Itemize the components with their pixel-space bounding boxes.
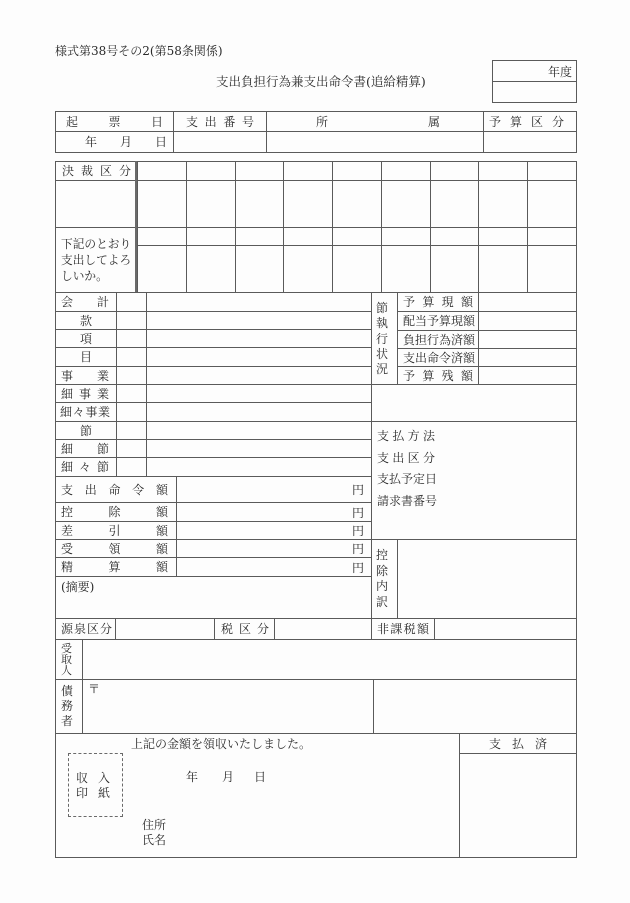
non-taxable-field <box>434 618 577 640</box>
expenditure-type-label: 支出区分 <box>377 450 435 465</box>
amount-label-cell <box>56 558 177 577</box>
account-code-cell <box>117 440 147 458</box>
amount-value-cell <box>177 558 372 577</box>
amount-value-cell <box>177 522 372 540</box>
draft-date-label: 起票日 <box>66 114 163 129</box>
account-label: 目 <box>79 350 92 364</box>
amount-label-cell <box>56 477 177 503</box>
name-label: 氏名 <box>142 833 167 847</box>
approver-title-cell <box>236 228 285 246</box>
approver-title-cell <box>138 228 187 246</box>
execution-row-value <box>479 331 577 349</box>
committed-amount-label: 負担行為済額 <box>403 332 476 347</box>
received-amount-label: 受領額 <box>61 541 168 556</box>
approver-title-cell <box>528 162 577 181</box>
blank-right-cell <box>371 384 577 422</box>
execution-row-label-cell <box>398 293 479 312</box>
approver-seal-cell <box>138 181 187 228</box>
budget-remaining-label: 予算残額 <box>403 368 473 383</box>
approver-title-cell <box>333 228 382 246</box>
amount-value-cell <box>177 477 372 503</box>
fiscal-year-field <box>492 81 577 103</box>
draft-date-field <box>55 131 174 153</box>
creditor-address-field <box>82 679 374 734</box>
budget-category-header <box>483 111 577 132</box>
account-code-cell <box>117 348 147 367</box>
approver-title-cell <box>187 228 236 246</box>
approval-instruction-cell <box>55 227 137 293</box>
account-label-cell <box>56 293 117 312</box>
account-code-cell <box>117 330 147 348</box>
expense-number-header <box>173 111 267 132</box>
receipt-month-label: 月 <box>222 770 235 784</box>
department-field <box>266 131 484 153</box>
creditor-label: 債務者 <box>61 684 74 728</box>
approver-title-cell <box>236 162 285 181</box>
draft-date-month-label: 月 <box>119 135 132 149</box>
account-label-cell <box>56 440 117 458</box>
execution-status-label: 節執行状況 <box>376 301 389 377</box>
receipt-day-label: 日 <box>254 770 267 784</box>
receipt-statement: 上記の金額を領収いたしました。 <box>131 737 312 751</box>
non-taxable-label: 非課税額 <box>377 622 429 636</box>
yen-unit: 円 <box>351 542 364 556</box>
approver-seal-cell <box>528 181 577 228</box>
expense-number-label: 支出番号 <box>186 114 254 129</box>
payment-info-box <box>371 421 577 540</box>
approver-title-cell <box>528 228 577 246</box>
approver-seal-cell <box>431 246 480 293</box>
revenue-stamp-label-line2: 印紙 <box>76 786 110 800</box>
account-label-cell <box>56 312 117 330</box>
recipient-label-cell <box>55 639 83 680</box>
approver-title-cell <box>284 162 333 181</box>
account-code-cell <box>117 312 147 330</box>
approver-seal-cell <box>431 181 480 228</box>
approver-title-cell <box>382 228 431 246</box>
yen-unit: 円 <box>351 483 364 497</box>
withholding-label: 源泉区分 <box>61 622 112 636</box>
postal-mark-icon: 〒 <box>88 682 101 696</box>
account-label-cell <box>56 330 117 348</box>
tax-category-label: 税区分 <box>221 622 269 636</box>
account-label: 細々節 <box>61 460 109 474</box>
approver-title-cell <box>431 162 480 181</box>
account-label: 事業 <box>61 368 109 383</box>
execution-status-table <box>397 292 577 385</box>
department-label: 所属 <box>316 114 440 129</box>
account-value-cell <box>147 367 372 385</box>
account-value-cell <box>147 293 372 312</box>
payment-order-amount-label: 支出命令額 <box>61 482 168 497</box>
account-label-cell <box>56 403 117 422</box>
account-value-cell <box>147 348 372 367</box>
draft-date-header <box>55 111 174 132</box>
account-code-cell <box>117 422 147 440</box>
tax-category-field <box>274 618 372 640</box>
amount-label-cell <box>56 522 177 540</box>
yen-unit: 円 <box>351 505 364 520</box>
execution-row-label-cell <box>398 349 479 367</box>
approver-seal-cell <box>187 246 236 293</box>
account-value-cell <box>147 458 372 477</box>
account-value-cell <box>147 440 372 458</box>
amounts-table <box>55 476 372 577</box>
invoice-number-label: 請求書番号 <box>377 493 438 508</box>
approver-title-cell <box>333 162 382 181</box>
account-label: 細節 <box>61 441 109 456</box>
execution-row-value <box>479 349 577 367</box>
execution-row-value <box>479 293 577 312</box>
draft-date-year-label: 年 <box>85 135 98 149</box>
approver-seal-cell <box>382 246 431 293</box>
approver-seal-cell <box>333 181 382 228</box>
approver-seal-cell <box>333 246 382 293</box>
approver-seal-cell <box>187 181 236 228</box>
approver-seal-cell <box>382 181 431 228</box>
approver-title-cell <box>138 162 187 181</box>
payment-method-label: 支払方法 <box>377 429 435 443</box>
approver-seal-cell <box>236 246 285 293</box>
account-label: 款 <box>79 313 92 328</box>
form-title: 支出負担行為兼支出命令書(追給精算) <box>216 74 426 89</box>
expense-number-field <box>173 131 267 153</box>
recipient-field <box>82 639 577 680</box>
scheduled-payment-date-label: 支払予定日 <box>377 472 438 486</box>
withholding-field <box>115 618 215 640</box>
draft-date-day-label: 日 <box>154 135 167 149</box>
approver-seal-cell <box>236 181 285 228</box>
approver-seal-cell <box>479 246 528 293</box>
execution-row-label-cell <box>398 331 479 349</box>
amount-label-cell <box>56 540 177 558</box>
net-amount-label: 差引額 <box>61 523 168 538</box>
approver-title-cell <box>187 162 236 181</box>
address-label: 住所 <box>142 818 167 832</box>
approver-title-cell <box>479 162 528 181</box>
approver-seal-cell <box>479 181 528 228</box>
account-value-cell <box>147 330 372 348</box>
account-label-cell <box>56 458 117 477</box>
paid-stamp-field <box>459 753 577 858</box>
amount-value-cell <box>177 540 372 558</box>
settlement-amount-label: 精算額 <box>61 560 168 574</box>
account-label-cell <box>56 367 117 385</box>
execution-row-value <box>479 367 577 385</box>
budget-category-label: 予算区分 <box>489 114 564 129</box>
receipt-year-label: 年 <box>186 770 199 784</box>
revenue-stamp-box <box>68 753 123 817</box>
creditor-name-field <box>373 679 577 734</box>
account-code-cell <box>117 367 147 385</box>
execution-row-label-cell <box>398 367 479 385</box>
allocated-budget-label: 配当予算現額 <box>403 314 476 328</box>
account-label-cell <box>56 385 117 403</box>
approver-seal-cell <box>284 246 333 293</box>
execution-status-label-cell <box>371 292 398 385</box>
approver-title-cell <box>479 228 528 246</box>
deduction-breakdown-field <box>397 539 577 619</box>
creditor-label-cell <box>55 679 83 734</box>
execution-row-value <box>479 312 577 331</box>
budget-current-label: 予算現額 <box>403 295 473 309</box>
approver-title-cell <box>284 228 333 246</box>
account-value-cell <box>147 312 372 330</box>
account-code-cell <box>117 458 147 477</box>
account-value-cell <box>147 403 372 422</box>
account-label-cell <box>56 348 117 367</box>
account-code-cell <box>117 293 147 312</box>
recipient-label: 受取人 <box>61 642 72 677</box>
approval-category-header <box>55 161 137 181</box>
account-code-cell <box>117 385 147 403</box>
account-label: 項 <box>79 331 92 346</box>
execution-row-label-cell <box>398 312 479 331</box>
approver-title-cell <box>431 228 480 246</box>
account-classification-table <box>55 292 372 477</box>
approver-seal-cell <box>528 246 577 293</box>
yen-unit: 円 <box>351 560 364 575</box>
account-label-cell <box>56 422 117 440</box>
ordered-amount-label: 支出命令済額 <box>403 350 476 365</box>
approval-category-field <box>55 180 137 228</box>
approver-seal-cell <box>284 181 333 228</box>
paid-header <box>459 733 577 754</box>
approval-category-label: 決裁区分 <box>62 164 131 178</box>
deduction-breakdown-label-cell <box>371 539 398 619</box>
summary-box <box>55 576 372 619</box>
fiscal-year-label: 年度 <box>547 64 572 79</box>
withholding-label-cell <box>55 618 116 640</box>
department-header <box>266 111 484 132</box>
summary-label: (摘要) <box>61 580 95 594</box>
account-label: 細事業 <box>61 386 109 401</box>
account-label: 細々事業 <box>60 405 110 419</box>
account-label: 会計 <box>61 295 109 309</box>
revenue-stamp-label-line1: 収入 <box>76 771 110 785</box>
amount-label-cell <box>56 503 177 522</box>
deduction-breakdown-label: 控除内訳 <box>376 548 389 609</box>
approval-stamp-grid <box>137 161 577 293</box>
approver-title-cell <box>382 162 431 181</box>
approval-instruction: 下記のとおり支出してよろしいか。 <box>61 237 132 283</box>
budget-category-field <box>483 131 577 153</box>
account-value-cell <box>147 385 372 403</box>
account-value-cell <box>147 422 372 440</box>
fiscal-year-label-cell <box>492 60 577 82</box>
deduction-amount-label: 控除額 <box>61 505 168 519</box>
tax-category-label-cell <box>214 618 275 640</box>
non-taxable-label-cell <box>371 618 435 640</box>
yen-unit: 円 <box>351 524 364 538</box>
account-code-cell <box>117 403 147 422</box>
form-number: 様式第38号その2(第58条関係) <box>55 44 223 58</box>
amount-value-cell <box>177 503 372 522</box>
account-label: 節 <box>79 423 92 438</box>
paid-label: 支払済 <box>489 736 547 751</box>
approver-seal-cell <box>138 246 187 293</box>
